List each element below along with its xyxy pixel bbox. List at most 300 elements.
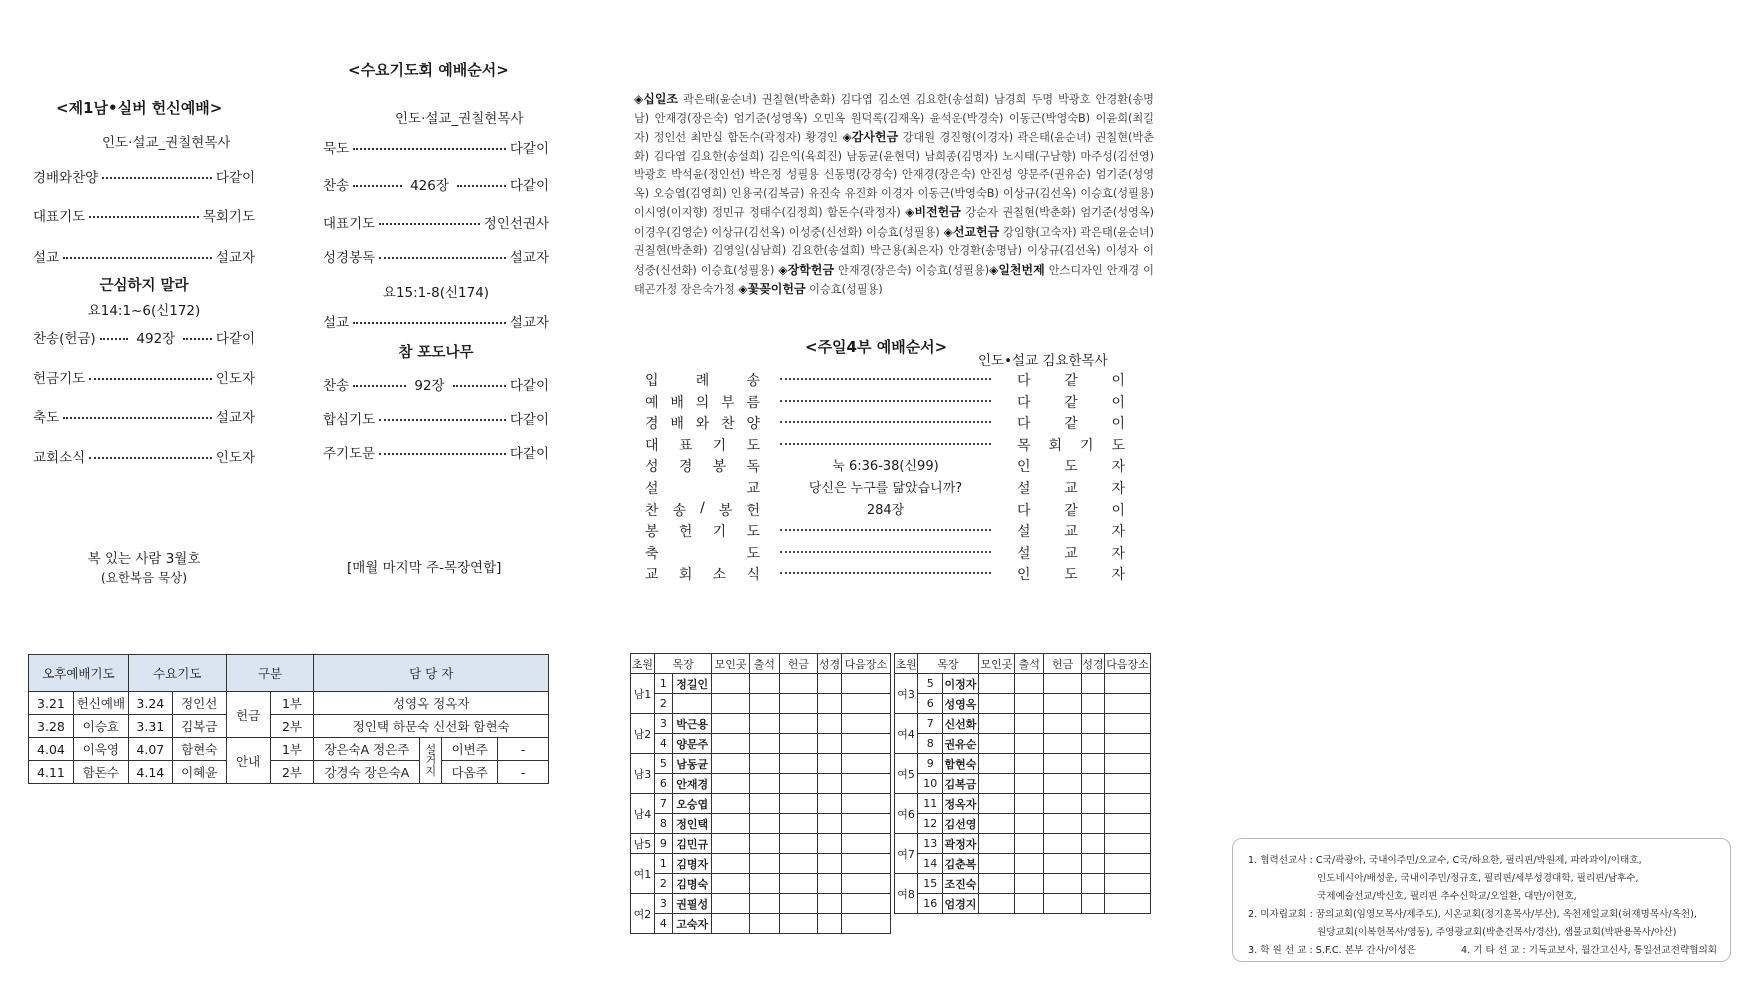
- attendance-entry-cell[interactable]: [749, 754, 779, 774]
- hymn-number: 492장: [136, 331, 176, 347]
- attendance-entry-cell[interactable]: [712, 814, 749, 834]
- duty-cell: 3.24: [128, 692, 172, 715]
- offering-heading: ◈비전헌금: [905, 205, 961, 219]
- order-value: 다같이: [215, 170, 255, 186]
- attendance-entry-cell[interactable]: [818, 754, 842, 774]
- attendance-entry-cell[interactable]: [1044, 714, 1082, 734]
- attendance-entry-cell[interactable]: [1081, 874, 1104, 894]
- attendance-entry-cell[interactable]: [978, 814, 1014, 834]
- attendance-entry-cell[interactable]: [1081, 714, 1104, 734]
- order-detail: 눅 6:36-38(신99): [780, 455, 991, 474]
- attendance-entry-cell[interactable]: [779, 874, 817, 894]
- attendance-entry-cell[interactable]: [978, 794, 1014, 814]
- attendance-entry-cell[interactable]: [818, 914, 842, 934]
- wednesday-order-item: [323, 374, 549, 394]
- attendance-entry-cell[interactable]: [749, 914, 779, 934]
- offering-heading: ◈장학헌금: [778, 262, 834, 277]
- attendance-entry-cell[interactable]: [749, 894, 779, 914]
- attendance-entry-cell[interactable]: [1044, 754, 1082, 774]
- attendance-entry-cell[interactable]: [1105, 734, 1151, 754]
- group-number: 8: [654, 814, 672, 834]
- group-number: 1: [654, 854, 672, 874]
- group-number: 13: [918, 834, 943, 854]
- attendance-entry-cell[interactable]: [978, 774, 1014, 794]
- order-label: 경배와찬양: [33, 170, 99, 186]
- attendance-entry-cell[interactable]: [1105, 774, 1151, 794]
- attendance-entry-cell[interactable]: [749, 834, 779, 854]
- attendance-entry-cell[interactable]: [1081, 894, 1104, 914]
- duty-header: 오후예배기도: [29, 655, 129, 692]
- attendance-header: 목장: [654, 654, 712, 674]
- attendance-entry-cell[interactable]: [978, 714, 1014, 734]
- duty-cell: 함돈수: [73, 761, 128, 784]
- attendance-entry-cell[interactable]: [1081, 694, 1104, 714]
- attendance-entry-cell[interactable]: [841, 834, 890, 854]
- silver-order-item: [33, 367, 255, 387]
- attendance-entry-cell[interactable]: [1015, 834, 1044, 854]
- attendance-row: [631, 914, 891, 934]
- attendance-entry-cell[interactable]: [712, 694, 749, 714]
- attendance-entry-cell[interactable]: [779, 854, 817, 874]
- attendance-row: [631, 694, 891, 714]
- group-leader: 김춘복: [943, 854, 978, 874]
- attendance-entry-cell[interactable]: [841, 814, 890, 834]
- order-label: 설교: [323, 315, 350, 331]
- order-value: 다같이: [509, 412, 549, 428]
- wednesday-order-item: [323, 137, 549, 157]
- attendance-entry-cell[interactable]: [978, 694, 1014, 714]
- sunday-order-item: [645, 413, 1125, 434]
- attendance-entry-cell[interactable]: [1081, 854, 1104, 874]
- qt-book-subtitle: (요한복음 묵상): [100, 570, 188, 585]
- attendance-entry-cell[interactable]: [818, 794, 842, 814]
- attendance-entry-cell[interactable]: [1105, 674, 1151, 694]
- order-label: 설 교: [645, 481, 760, 497]
- order-value: 설교자: [215, 410, 255, 426]
- attendance-entry-cell[interactable]: [749, 854, 779, 874]
- wednesday-order-item: [323, 442, 549, 462]
- attendance-header: 모인곳: [978, 654, 1014, 674]
- attendance-entry-cell[interactable]: [841, 754, 890, 774]
- order-value: 설 교 자: [1017, 545, 1125, 562]
- attendance-entry-cell[interactable]: [779, 714, 817, 734]
- attendance-row: [895, 734, 1151, 754]
- order-label: 봉 헌 기 도: [645, 524, 760, 541]
- attendance-entry-cell[interactable]: [749, 794, 779, 814]
- attendance-entry-cell[interactable]: [818, 694, 842, 714]
- attendance-entry-cell[interactable]: [841, 734, 890, 754]
- order-value: 설교자: [215, 250, 255, 266]
- order-label: 대 표 기 도: [645, 437, 760, 454]
- attendance-entry-cell[interactable]: [1015, 894, 1044, 914]
- group-cell: 남1: [631, 674, 655, 714]
- missions-line: 4. 기 타 선 교 : 기독교보사, 월간고신사, 통일선교전략협의회: [1461, 945, 1718, 956]
- group-leader: 김명숙: [672, 874, 712, 894]
- order-label: 설교: [33, 250, 60, 266]
- order-value: 다 같 이: [1017, 502, 1125, 519]
- duty-cell: 3.28: [29, 715, 74, 738]
- attendance-entry-cell[interactable]: [818, 854, 842, 874]
- group-cell: 남3: [631, 754, 655, 794]
- duty-row: [29, 692, 549, 715]
- group-leader: 안재경: [672, 774, 712, 794]
- leader-dots: [780, 529, 991, 531]
- attendance-entry-cell[interactable]: [779, 734, 817, 754]
- attendance-entry-cell[interactable]: [749, 774, 779, 794]
- attendance-entry-cell[interactable]: [841, 674, 890, 694]
- duty-cell: 강경숙 장은숙A: [314, 761, 420, 784]
- attendance-entry-cell[interactable]: [779, 674, 817, 694]
- group-leader: 박근용: [672, 714, 712, 734]
- attendance-entry-cell[interactable]: [1015, 794, 1044, 814]
- sunday-order-item: [645, 564, 1125, 585]
- duty-header: 담 당 자: [314, 655, 549, 692]
- duty-cell: 4.04: [29, 738, 74, 761]
- attendance-entry-cell[interactable]: [779, 694, 817, 714]
- attendance-entry-cell[interactable]: [1044, 894, 1082, 914]
- leader-dots: [379, 419, 506, 421]
- group-leader: 오승엽: [672, 794, 712, 814]
- duty-header: 수요기도: [128, 655, 226, 692]
- order-value: 설교자: [509, 315, 549, 331]
- attendance-entry-cell[interactable]: [818, 714, 842, 734]
- group-leader: 정길인: [672, 674, 712, 694]
- attendance-header: 성경: [1081, 654, 1104, 674]
- group-cell: 여7: [895, 834, 918, 874]
- group-leader: 김명자: [672, 854, 712, 874]
- attendance-entry-cell[interactable]: [1105, 694, 1151, 714]
- group-leader: 정옥자: [943, 794, 978, 814]
- group-leader: 고숙자: [672, 914, 712, 934]
- order-label: 찬송: [323, 178, 350, 194]
- attendance-entry-cell[interactable]: [818, 674, 842, 694]
- attendance-entry-cell[interactable]: [1081, 814, 1104, 834]
- group-number: 9: [654, 834, 672, 854]
- order-detail: 당신은 누구를 닮았습니까?: [780, 477, 991, 496]
- group-leader: 정인택: [672, 814, 712, 834]
- group-number: 9: [918, 754, 943, 774]
- attendance-entry-cell[interactable]: [749, 694, 779, 714]
- group-number: 4: [654, 734, 672, 754]
- duty-header-row: [29, 655, 549, 692]
- duty-category: 헌금: [226, 692, 270, 738]
- attendance-entry-cell[interactable]: [749, 714, 779, 734]
- attendance-entry-cell[interactable]: [1015, 734, 1044, 754]
- attendance-row: [895, 674, 1151, 694]
- attendance-header-row: [895, 654, 1151, 674]
- silver-order-item: [33, 327, 255, 347]
- attendance-entry-cell[interactable]: [1044, 854, 1082, 874]
- attendance-entry-cell[interactable]: [1105, 794, 1151, 814]
- group-cell: 여4: [895, 714, 918, 754]
- attendance-entry-cell[interactable]: [749, 814, 779, 834]
- attendance-entry-cell[interactable]: [1044, 794, 1082, 814]
- missions-line: 국제예술선교/박신호, 필리핀 추수신학교/오일환, 대만/이현호,: [1317, 891, 1577, 902]
- attendance-entry-cell[interactable]: [779, 914, 817, 934]
- group-number: 12: [918, 814, 943, 834]
- leader-dots: [63, 257, 212, 259]
- missions-line: 2. 미자립교회 : 꿈의교회(임영모목사/제주도), 시온교회(정기훈목사/부산), 옥천제일교회(허재명목사/옥천),: [1248, 909, 1697, 920]
- duty-header: 구분: [226, 655, 314, 692]
- duty-cell: 정인택 하문숙 신선화 함현숙: [314, 715, 549, 738]
- attendance-entry-cell[interactable]: [712, 834, 749, 854]
- attendance-entry-cell[interactable]: [841, 694, 890, 714]
- group-number: 14: [918, 854, 943, 874]
- attendance-row: [631, 714, 891, 734]
- leader-dots: [102, 177, 212, 179]
- attendance-entry-cell[interactable]: [1105, 874, 1151, 894]
- attendance-entry-cell[interactable]: [1044, 814, 1082, 834]
- attendance-entry-cell[interactable]: [779, 894, 817, 914]
- order-value: 목 회 기 도: [1017, 437, 1125, 454]
- duty-cell: 이혜윤: [172, 761, 226, 784]
- attendance-entry-cell[interactable]: [978, 874, 1014, 894]
- group-number: 3: [654, 894, 672, 914]
- duty-category: 안내: [226, 738, 270, 784]
- attendance-entry-cell[interactable]: [779, 774, 817, 794]
- attendance-entry-cell[interactable]: [749, 674, 779, 694]
- duty-cell: 3.31: [128, 715, 172, 738]
- attendance-entry-cell[interactable]: [1044, 694, 1082, 714]
- offering-heading: ◈선교헌금: [943, 224, 1000, 239]
- offering-names: 안스디자인 안재경 이태곤가정 장은숙가정: [634, 263, 1154, 296]
- group-leader: 신선화: [943, 714, 978, 734]
- order-detail: 284장: [780, 499, 991, 518]
- wednesday-service-leader: 인도·설교_권칠현목사: [395, 111, 524, 127]
- attendance-entry-cell[interactable]: [712, 674, 749, 694]
- group-leader: [672, 694, 712, 714]
- attendance-entry-cell[interactable]: [1015, 714, 1044, 734]
- wednesday-sermon-title: 참 포도나무: [398, 345, 474, 361]
- attendance-entry-cell[interactable]: [712, 874, 749, 894]
- sunday-order-item: [645, 392, 1125, 413]
- leader-dots: [780, 421, 991, 423]
- silver-service-leader: 인도·설교_권칠현목사: [102, 135, 231, 151]
- attendance-header: 초원: [631, 654, 655, 674]
- missions-box: [1232, 838, 1731, 962]
- sunday-order-item: [645, 435, 1125, 456]
- attendance-entry-cell[interactable]: [1081, 834, 1104, 854]
- attendance-entry-cell[interactable]: [841, 774, 890, 794]
- duty-cell: 김복금: [172, 715, 226, 738]
- attendance-entry-cell[interactable]: [712, 754, 749, 774]
- attendance-header-row: [631, 654, 891, 674]
- duty-cell: 이욱영: [73, 738, 128, 761]
- leader-dots: [457, 185, 506, 187]
- offering-names: 강순자 권칠현(박춘화) 엄기준(성영옥) 이경우(김영순) 이상규(김선옥) 이성중(신선화) 이승효(성필용): [634, 206, 1155, 239]
- attendance-entry-cell[interactable]: [841, 854, 890, 874]
- wednesday-scripture: 요15:1-8(신174): [382, 285, 490, 301]
- group-leader: 양문주: [672, 734, 712, 754]
- attendance-entry-cell[interactable]: [712, 914, 749, 934]
- duty-cell: -: [498, 761, 549, 784]
- order-label: 찬 송 / 봉 헌: [645, 499, 760, 519]
- silver-order-item: [33, 246, 255, 266]
- leader-dots: [353, 148, 506, 150]
- order-label: 축도: [33, 410, 60, 426]
- group-number: 6: [654, 774, 672, 794]
- hymn-number: 92장: [414, 378, 445, 394]
- duty-cell: 이승효: [73, 715, 128, 738]
- sunday-order-item: [645, 500, 1125, 521]
- duty-row: [29, 715, 549, 738]
- attendance-entry-cell[interactable]: [1105, 814, 1151, 834]
- missions-line: 원당교회(이복헌목사/영동), 주영광교회(박춘건목사/경산), 샘물교회(박판용목사/아산): [1317, 927, 1677, 938]
- attendance-entry-cell[interactable]: [1015, 774, 1044, 794]
- attendance-entry-cell[interactable]: [712, 734, 749, 754]
- duty-cell: 정인선: [172, 692, 226, 715]
- leader-dots: [780, 443, 991, 445]
- attendance-entry-cell[interactable]: [841, 894, 890, 914]
- attendance-entry-cell[interactable]: [1044, 734, 1082, 754]
- attendance-entry-cell[interactable]: [1081, 794, 1104, 814]
- attendance-entry-cell[interactable]: [1081, 774, 1104, 794]
- order-label: 헌금기도: [33, 371, 86, 387]
- order-value: 다같이: [509, 378, 550, 394]
- attendance-entry-cell[interactable]: [818, 734, 842, 754]
- attendance-entry-cell[interactable]: [818, 834, 842, 854]
- attendance-header: 헌금: [779, 654, 817, 674]
- hymn-number: 426장: [410, 178, 449, 194]
- attendance-entry-cell[interactable]: [1015, 874, 1044, 894]
- attendance-entry-cell[interactable]: [1105, 834, 1151, 854]
- attendance-entry-cell[interactable]: [978, 834, 1014, 854]
- attendance-entry-cell[interactable]: [1081, 754, 1104, 774]
- leader-dots: [353, 385, 406, 387]
- attendance-entry-cell[interactable]: [1105, 714, 1151, 734]
- attendance-entry-cell[interactable]: [712, 794, 749, 814]
- attendance-entry-cell[interactable]: [712, 774, 749, 794]
- attendance-entry-cell[interactable]: [1105, 894, 1151, 914]
- attendance-row: [895, 754, 1151, 774]
- order-label: 대표기도: [323, 216, 376, 232]
- group-number: 5: [654, 754, 672, 774]
- group-leader: 김민규: [672, 834, 712, 854]
- wednesday-order-item: [323, 311, 549, 331]
- order-value: 인도자: [215, 450, 255, 466]
- leader-dots: [353, 185, 402, 187]
- attendance-row: [895, 834, 1151, 854]
- attendance-entry-cell[interactable]: [712, 854, 749, 874]
- attendance-row: [631, 794, 891, 814]
- attendance-entry-cell[interactable]: [978, 674, 1014, 694]
- attendance-entry-cell[interactable]: [749, 734, 779, 754]
- leader-dots: [353, 322, 506, 324]
- attendance-row: [895, 894, 1151, 914]
- wednesday-service-title: <수요기도회 예배순서>: [348, 61, 509, 79]
- attendance-entry-cell[interactable]: [779, 754, 817, 774]
- leader-dots: [780, 400, 991, 402]
- attendance-entry-cell[interactable]: [978, 734, 1014, 754]
- offering-heading: ◈일천번제: [989, 262, 1045, 277]
- order-value: 다 같 이: [1017, 373, 1125, 389]
- attendance-entry-cell[interactable]: [1044, 774, 1082, 794]
- sunday-order-item: [645, 370, 1125, 391]
- duty-cell: 4.07: [128, 738, 172, 761]
- order-value: 목회기도: [202, 209, 255, 225]
- duty-cell: 함현숙: [172, 738, 226, 761]
- sunday-order-item: [645, 543, 1125, 564]
- attendance-entry-cell[interactable]: [1044, 874, 1082, 894]
- attendance-entry-cell[interactable]: [779, 794, 817, 814]
- attendance-entry-cell[interactable]: [1081, 674, 1104, 694]
- group-leader: 이정자: [943, 674, 978, 694]
- attendance-entry-cell[interactable]: [818, 774, 842, 794]
- duty-table: [28, 654, 549, 784]
- attendance-row: [631, 874, 891, 894]
- silver-sermon-title: 근심하지 말라: [99, 278, 189, 294]
- duty-cell: 이변주: [442, 738, 498, 761]
- attendance-entry-cell[interactable]: [818, 894, 842, 914]
- attendance-entry-cell[interactable]: [841, 874, 890, 894]
- attendance-entry-cell[interactable]: [978, 854, 1014, 874]
- attendance-entry-cell[interactable]: [712, 714, 749, 734]
- group-number: 2: [654, 874, 672, 894]
- attendance-entry-cell[interactable]: [779, 814, 817, 834]
- attendance-entry-cell[interactable]: [1015, 854, 1044, 874]
- attendance-entry-cell[interactable]: [1044, 834, 1082, 854]
- order-value: 설 교 자: [1017, 481, 1125, 497]
- attendance-entry-cell[interactable]: [779, 834, 817, 854]
- wednesday-order-item: [323, 246, 549, 266]
- group-cell: 여5: [895, 754, 918, 794]
- attendance-entry-cell[interactable]: [712, 894, 749, 914]
- leader-dots: [379, 453, 506, 455]
- duty-cell: 4.11: [29, 761, 74, 784]
- leader-dots: [89, 216, 199, 218]
- offering-names: 곽은태(윤순녀) 권칠현(박춘화) 김다엽 김소연 김요한(송설희) 남경희 두명 박광호 안경환(송명남) 안재경(장은숙) 엄기준(성영옥) 오민옥 원덕록(김재옥) 윤석운(박경숙) 이동근(박영숙B) 이윤희(최길자) 정인선 최만실 함돈수(곽정자) 황경인: [634, 93, 1154, 144]
- attendance-header: 목장: [918, 654, 978, 674]
- attendance-entry-cell[interactable]: [818, 814, 842, 834]
- duty-cell: 3.21: [29, 692, 74, 715]
- order-label: 입 례 송: [645, 373, 760, 389]
- group-cell: 남5: [631, 834, 655, 854]
- offering-names: 안재경(장은숙) 이승효(성필용): [837, 263, 990, 277]
- attendance-row: [631, 774, 891, 794]
- attendance-entry-cell[interactable]: [749, 874, 779, 894]
- silver-service-title: <제1남•실버 헌신예배>: [56, 99, 223, 117]
- attendance-entry-cell[interactable]: [1105, 754, 1151, 774]
- leader-dots: [379, 257, 506, 259]
- offering-names: 강임향(고숙자) 곽은태(윤순녀) 권칠현(박춘화) 김영일(심남희) 김요한(송설희) 박근용(최은자) 안경환(송명남) 이상규(김선옥) 이성자 이성중(신선화) 이승효(성필용): [634, 225, 1154, 277]
- attendance-entry-cell[interactable]: [1105, 854, 1151, 874]
- attendance-entry-cell[interactable]: [841, 914, 890, 934]
- leader-dots: [183, 338, 212, 340]
- sunday-order-item: [645, 521, 1125, 542]
- attendance-entry-cell[interactable]: [818, 874, 842, 894]
- attendance-row: [895, 814, 1151, 834]
- offering-names: 강대원 경진형(이경자) 곽은태(윤순녀) 권칠현(박춘화) 김다엽 김요한(송설희) 김은익(육희진) 남동균(윤현덕) 남희종(김명자) 노시태(구남향) 마주성(김선영) 박광호 박석윤(정인선) 박은정 성필용 신동명(강경숙) 안재경(장은숙) 안진성 양문주(권유순) 엄기준(성영옥) 오승엽(김영희) 인용국(김복금) 유진숙 유진화 이경자 이동근(박영숙B) 이상규(김선옥) 이승효(성필용) 이시영(이지향) 정민규 정태수(김정희) 함돈수(곽정자): [634, 131, 1155, 219]
- attendance-entry-cell[interactable]: [1015, 674, 1044, 694]
- duty-cell: 1부: [270, 692, 314, 715]
- group-leader: 곽정자: [943, 834, 978, 854]
- group-leader: 권유순: [943, 734, 978, 754]
- attendance-entry-cell[interactable]: [841, 714, 890, 734]
- attendance-entry-cell[interactable]: [978, 754, 1014, 774]
- attendance-header: 초원: [895, 654, 918, 674]
- leader-dots: [89, 457, 212, 459]
- attendance-entry-cell[interactable]: [841, 794, 890, 814]
- attendance-entry-cell[interactable]: [1044, 674, 1082, 694]
- order-label: 축 도: [645, 545, 760, 562]
- attendance-entry-cell[interactable]: [978, 894, 1014, 914]
- attendance-entry-cell[interactable]: [1015, 694, 1044, 714]
- attendance-entry-cell[interactable]: [1081, 734, 1104, 754]
- attendance-entry-cell[interactable]: [1015, 814, 1044, 834]
- order-label: 성경봉독: [323, 250, 376, 266]
- group-number: 11: [918, 794, 943, 814]
- attendance-entry-cell[interactable]: [1015, 754, 1044, 774]
